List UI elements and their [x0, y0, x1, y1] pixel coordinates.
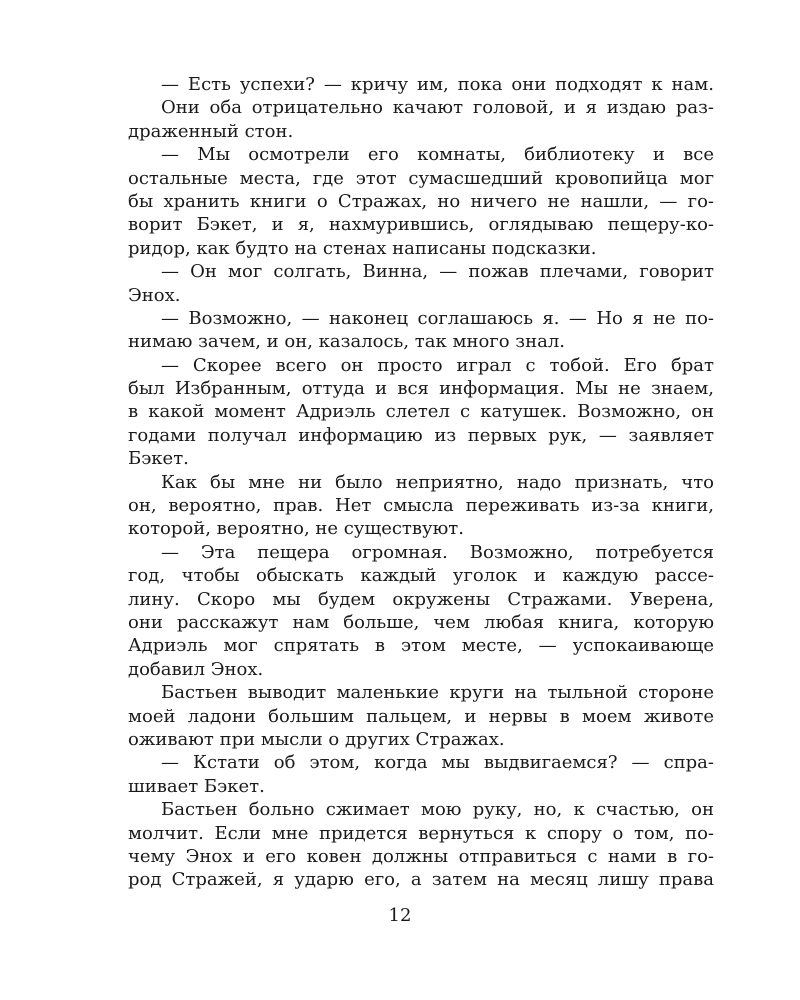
text-line: — Мы осмотрели его комнаты, библиотеку и все [161, 144, 714, 166]
text-line: Бастьен больно сжимает мою руку, но, к счастью, он [161, 799, 714, 821]
text-line: моей ладони большим пальцем, и нервы в моем животе [128, 705, 714, 727]
text-line: годами получал информацию из первых рук, — заявляет [128, 424, 714, 446]
text-line: Как бы мне ни было неприятно, надо признать, что [161, 471, 714, 493]
text-line: — Скорее всего он просто играл с тобой. Его брат [161, 354, 714, 376]
text-line: Бастьен выводит маленькие круги на тыльной стороне [161, 682, 714, 704]
text-line: — Кстати об этом, когда мы выдвигаемся? — спра- [161, 752, 714, 774]
text-line: ворит Бэкет, и я, нахмурившись, оглядываю пещеру-ко- [128, 214, 714, 236]
text-line: остальные места, где этот сумасшедший кровопийца мог [128, 167, 714, 189]
text-line: драженный стон. [128, 120, 294, 142]
text-line: Они оба отрицательно качают головой, и я издаю раз- [161, 97, 714, 119]
text-line: был Избранным, оттуда и вся информация. Мы не знаем, [128, 378, 714, 400]
text-line: бы хранить книги о Стражах, но ничего не нашли, — го- [128, 190, 714, 212]
text-line: — Есть успехи? — кричу им, пока они подходят к нам. [161, 74, 714, 95]
text-line: нимаю зачем, и он, казалось, так много знал. [128, 331, 565, 353]
text-line: Энох. [128, 284, 181, 306]
text-line: Адриэль мог спрятать в этом месте, — успокаивающе [128, 635, 714, 657]
text-line: он, вероятно, прав. Нет смысла переживать из-за книги, [128, 495, 714, 517]
text-line: — Эта пещера огромная. Возможно, потребуется [161, 541, 714, 563]
text-line: они расскажут нам больше, чем любая книга, которую [128, 611, 714, 633]
text-line: ридор, как будто на стенах написаны подсказки. [128, 237, 597, 259]
body-text [128, 73, 714, 892]
text-line: — Возможно, — наконец соглашаюсь я. — Но я не по- [161, 307, 714, 329]
text-line: оживают при мысли о других Стражах. [128, 728, 505, 750]
text-line: шивает Бэкет. [128, 775, 265, 797]
text-line: год, чтобы обыскать каждый уголок и каждую рассе- [128, 565, 714, 587]
text-line: в какой момент Адриэль слетел с катушек. Возможно, он [128, 401, 714, 423]
text-line: которой, вероятно, не существуют. [128, 518, 464, 540]
text-line: род Стражей, я ударю его, а затем на месяц лишу права [128, 869, 714, 891]
text-line: — Он мог солгать, Винна, — пожав плечами, говорит [161, 261, 714, 283]
text-line: добавил Энох. [128, 658, 264, 680]
text-line: Бэкет. [128, 448, 189, 470]
text-line: чему Энох и его ковен должны отправиться с нами в го- [128, 845, 714, 867]
text-line: лину. Скоро мы будем окружены Стражами. Уверена, [128, 588, 714, 610]
page-number: 12 [388, 905, 412, 926]
text-line: молчит. Если мне придется вернуться к спору о том, по- [128, 822, 714, 844]
